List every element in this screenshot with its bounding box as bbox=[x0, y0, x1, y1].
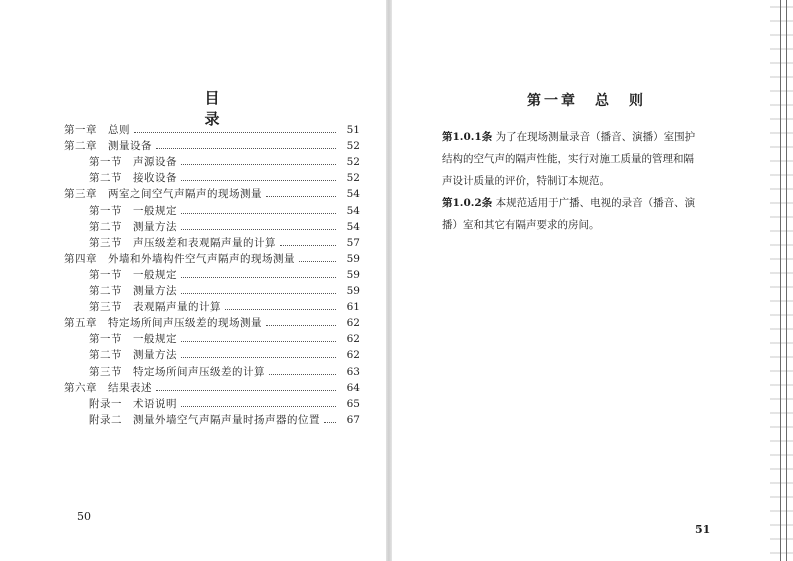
toc-entry-page: 54 bbox=[346, 204, 360, 217]
toc-leader-dots bbox=[269, 364, 336, 375]
article-2 bbox=[442, 192, 704, 236]
toc-leader-dots bbox=[181, 154, 336, 165]
article-1 bbox=[442, 126, 704, 192]
toc-entry-label: 附录二 测量外墙空气声隔声量时扬声器的位置 bbox=[89, 413, 320, 426]
toc-leader-dots bbox=[225, 299, 336, 310]
article-1-number: 第1.0.1条 bbox=[442, 131, 493, 143]
toc-entry-label: 第三节 声压级差和表观隔声量的计算 bbox=[89, 236, 276, 249]
toc-title: 目 录 bbox=[204, 89, 287, 128]
toc-entry-page: 64 bbox=[346, 381, 360, 394]
toc-entry-page: 61 bbox=[346, 301, 360, 314]
toc-entry-page: 52 bbox=[346, 140, 360, 153]
toc-entry-label: 第二节 测量方法 bbox=[89, 349, 177, 362]
toc-entry-label: 第一节 一般规定 bbox=[89, 204, 177, 217]
toc-entry-page: 62 bbox=[346, 333, 360, 346]
toc-entry-label: 第一章 总则 bbox=[64, 124, 130, 136]
toc-leader-dots bbox=[266, 315, 336, 326]
toc-entry-page: 51 bbox=[346, 124, 360, 136]
toc-leader-dots bbox=[299, 251, 336, 262]
toc-entry bbox=[89, 331, 360, 347]
article-1-text: 为了在现场测量录音（播音、演播）室围护结构的空气声的隔声性能，实行对施工质量的管理和隔声设计质量的评价，特制订本规范。 bbox=[442, 131, 696, 187]
left-page-number: 50 bbox=[77, 510, 91, 523]
toc-entry bbox=[89, 299, 360, 315]
toc-entry-page: 67 bbox=[346, 413, 360, 426]
toc-entry bbox=[64, 122, 360, 138]
toc-entry bbox=[64, 315, 360, 331]
toc-entry-label: 第一节 一般规定 bbox=[89, 268, 177, 281]
toc-entry-label: 第二章 测量设备 bbox=[64, 140, 152, 153]
toc-entry-page: 54 bbox=[346, 188, 360, 201]
toc-entry-page: 65 bbox=[346, 397, 360, 410]
toc-entry-page: 54 bbox=[346, 220, 360, 233]
toc-entry bbox=[89, 412, 360, 428]
toc-leader-dots bbox=[181, 219, 336, 230]
toc-entry bbox=[89, 347, 360, 363]
toc-entry bbox=[64, 251, 360, 267]
toc-entry bbox=[89, 235, 360, 251]
toc-entry-label: 第一节 一般规定 bbox=[89, 333, 177, 346]
toc-entry-page: 52 bbox=[346, 172, 360, 185]
toc-entry bbox=[89, 364, 360, 380]
toc-leader-dots bbox=[134, 122, 336, 133]
toc-leader-dots bbox=[156, 138, 336, 149]
toc-entry-page: 62 bbox=[346, 349, 360, 362]
article-2-text: 本规范适用于广播、电视的录音（播音、演播）室和其它有隔声要求的房间。 bbox=[442, 197, 696, 231]
toc-entry-page: 59 bbox=[346, 285, 360, 297]
toc-entry-label: 第二节 接收设备 bbox=[89, 172, 177, 185]
right-page bbox=[392, 0, 784, 561]
toc-entry-label: 第四章 外墙和外墙构件空气声隔声的现场测量 bbox=[64, 252, 295, 265]
toc-entry bbox=[89, 283, 360, 299]
toc-leader-dots bbox=[181, 283, 336, 294]
toc-leader-dots bbox=[181, 331, 336, 342]
toc-leader-dots bbox=[181, 170, 336, 181]
toc-leader-dots bbox=[181, 347, 336, 358]
toc-entry-label: 第三节 特定场所间声压级差的计算 bbox=[89, 365, 265, 378]
toc-entry bbox=[89, 267, 360, 283]
toc-entry bbox=[64, 186, 360, 202]
toc-leader-dots bbox=[181, 203, 336, 214]
toc-leader-dots bbox=[280, 235, 336, 246]
toc-entry-label: 第一节 声源设备 bbox=[89, 156, 177, 169]
page-edge-stack bbox=[770, 0, 793, 561]
toc-entry bbox=[64, 380, 360, 396]
toc-entry-page: 57 bbox=[346, 236, 360, 249]
page-edge-line bbox=[786, 0, 787, 561]
left-page bbox=[0, 0, 386, 561]
toc-entry-label: 第三章 两室之间空气声隔声的现场测量 bbox=[64, 188, 262, 201]
chapter-title: 第一章 总 则 bbox=[527, 93, 646, 109]
toc-leader-dots bbox=[266, 186, 336, 197]
toc-entry bbox=[89, 154, 360, 170]
toc-entry-label: 第二节 测量方法 bbox=[89, 220, 177, 233]
toc-entry bbox=[89, 203, 360, 219]
toc-leader-dots bbox=[181, 396, 336, 407]
toc-entry-page: 59 bbox=[346, 252, 360, 265]
toc-entry-page: 59 bbox=[346, 268, 360, 281]
toc-entry bbox=[89, 219, 360, 235]
toc-entry-label: 第五章 特定场所间声压级差的现场测量 bbox=[64, 317, 262, 330]
toc-entry-label: 附录一 术语说明 bbox=[89, 397, 177, 410]
toc-leader-dots bbox=[324, 412, 336, 423]
toc-entry-page: 52 bbox=[346, 156, 360, 169]
toc-entry bbox=[89, 396, 360, 412]
toc-entry-page: 62 bbox=[346, 317, 360, 330]
toc-leader-dots bbox=[181, 267, 336, 278]
article-2-number: 第1.0.2条 bbox=[442, 197, 493, 209]
page-edge-line bbox=[780, 0, 781, 561]
toc-entry-label: 第二节 测量方法 bbox=[89, 285, 177, 297]
toc-entry-label: 第六章 结果表述 bbox=[64, 381, 152, 394]
toc-entry-label: 第三节 表观隔声量的计算 bbox=[89, 301, 221, 314]
toc-entry bbox=[64, 138, 360, 154]
right-page-number: 51 bbox=[695, 523, 711, 536]
toc-entry-page: 63 bbox=[346, 365, 360, 378]
toc-entry bbox=[89, 170, 360, 186]
toc-leader-dots bbox=[156, 380, 336, 391]
